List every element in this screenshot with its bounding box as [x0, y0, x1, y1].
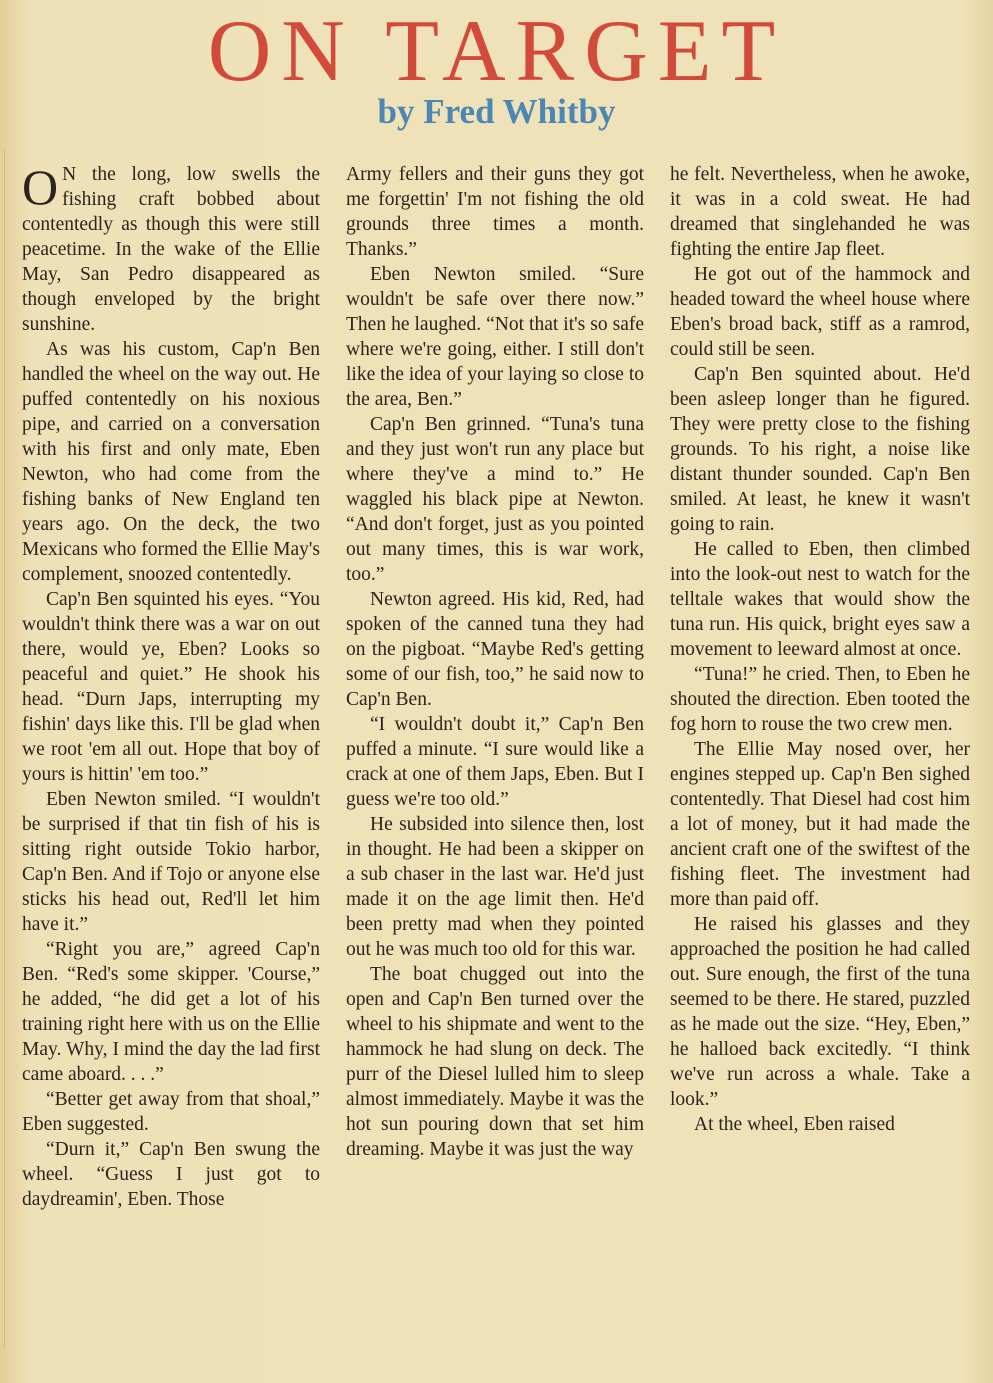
paragraph: “I wouldn't doubt it,” Cap'n Ben puffed a minute. “I sure would like a crack at one of them Japs, Eben. But I guess we're too old.” — [346, 714, 644, 810]
page-edge — [4, 150, 5, 1350]
paragraph: He got out of the hammock and headed toward the wheel house where Eben's broad back, stiff as a ramrod, could still be seen. — [670, 264, 970, 360]
paragraph: At the wheel, Eben raised — [694, 1114, 895, 1135]
paragraph: Army fellers and their guns they got me forgettin' I'm not fishing the old grounds three times a month. Thanks.” — [346, 164, 644, 260]
paragraph: The Ellie May nosed over, her engines stepped up. Cap'n Ben sighed contentedly. That Diesel had cost him a lot of money, but it had made the ancient craft one of the swiftest of the fishing fleet. The investment had more than paid off. — [670, 739, 970, 910]
text-column-1 — [22, 162, 320, 1377]
paragraph: As was his custom, Cap'n Ben handled the wheel on the way out. He puffed contentedly on his noxious pipe, and carried on a conversation with his first and only mate, Eben Newton, who had come from the fishing banks of New England ten years ago. On the deck, the two Mexicans who formed the Ellie May's complement, snoozed contentedly. — [22, 339, 320, 585]
paragraph: He subsided into silence then, lost in thought. He had been a skipper on a sub chaser in the last war. He'd just made it on the age limit then. He'd been pretty mad when they pointed out he was much too old for this war. — [346, 814, 644, 960]
text-column-2 — [346, 162, 644, 1377]
paragraph: “Right you are,” agreed Cap'n Ben. “Red's some skipper. 'Course,” he added, “he did get a lot of his training right here with us on the Ellie May. Why, I mind the day the lad first came aboard. . . .” — [22, 939, 320, 1085]
paragraph: He called to Eben, then climbed into the look-out nest to watch for the telltale wakes that would show the tuna run. His quick, bright eyes saw a movement to leeward almost at once. — [670, 539, 970, 660]
paragraph-text: N the long, low swells the fishing craft bobbed about contentedly as though this were still peacetime. In the wake of the Ellie May, San Pedro disappeared as though enveloped by the bright sunshine. — [22, 164, 320, 335]
paragraph: He raised his glasses and they approached the position he had called out. Sure enough, the first of the tuna seemed to be there. He stared, puzzled as he made out the size. “Hey, Eben,” he halloed back excitedly. “I think we've run across a whale. Take a look.” — [670, 914, 970, 1110]
paragraph: Eben Newton smiled. “Sure wouldn't be safe over there now.” Then he laughed. “Not that it's so safe where we're going, either. I still don't like the idea of your laying so close to the area, Ben.” — [346, 264, 644, 410]
paragraph: Newton agreed. His kid, Red, had spoken of the canned tuna they had on the pigboat. “Maybe Red's getting some of our fish, too,” he said now to Cap'n Ben. — [346, 589, 644, 710]
text-column-3 — [670, 162, 970, 1377]
paragraph: “Better get away from that shoal,” Eben suggested. — [22, 1089, 320, 1135]
paragraph: Eben Newton smiled. “I wouldn't be surprised if that tin fish of his is sitting right outside Tokio harbor, Cap'n Ben. And if Tojo or anyone else sticks his head out, Red'll let him have it.” — [22, 789, 320, 935]
paragraph: Cap'n Ben squinted about. He'd been asleep longer than he figured. They were pretty close to the fishing grounds. To his right, a noise like distant thunder sounded. Cap'n Ben smiled. At least, he knew it wasn't going to rain. — [670, 364, 970, 535]
paragraph: The boat chugged out into the open and Cap'n Ben turned over the wheel to his shipmate and went to the hammock he had slung on deck. The purr of the Diesel lulled him to sleep almost immediately. Maybe it was the hot sun pouring down that set him dreaming. Maybe it was just the way — [346, 964, 644, 1160]
paragraph: “Durn it,” Cap'n Ben swung the wheel. “Guess I just got to daydreamin', Eben. Those — [22, 1139, 320, 1210]
story-byline: by Fred Whitby — [377, 92, 616, 131]
paragraph: he felt. Nevertheless, when he awoke, it was in a cold sweat. He had dreamed that singlehanded he was fighting the entire Jap fleet. — [670, 164, 970, 260]
drop-cap: O — [22, 162, 59, 215]
story-title: ON TARGET — [207, 3, 786, 100]
paragraph: Cap'n Ben grinned. “Tuna's tuna and they just won't run any place but where they've a mind to.” He waggled his black pipe at Newton. “And don't forget, just as you pointed out many times, this is war work, too.” — [346, 414, 644, 585]
paragraph: “Tuna!” he cried. Then, to Eben he shouted the direction. Eben tooted the fog horn to rouse the two crew men. — [670, 664, 970, 735]
paragraph: Cap'n Ben squinted his eyes. “You wouldn't think there was a war on out there, would ye, Eben? Looks so peaceful and quiet.” He shook his head. “Durn Japs, interrupting my fishin' days like this. I'll be glad when we root 'em all out. Hope that boy of yours is hittin' 'em too.” — [22, 589, 320, 785]
paragraph — [22, 162, 320, 337]
